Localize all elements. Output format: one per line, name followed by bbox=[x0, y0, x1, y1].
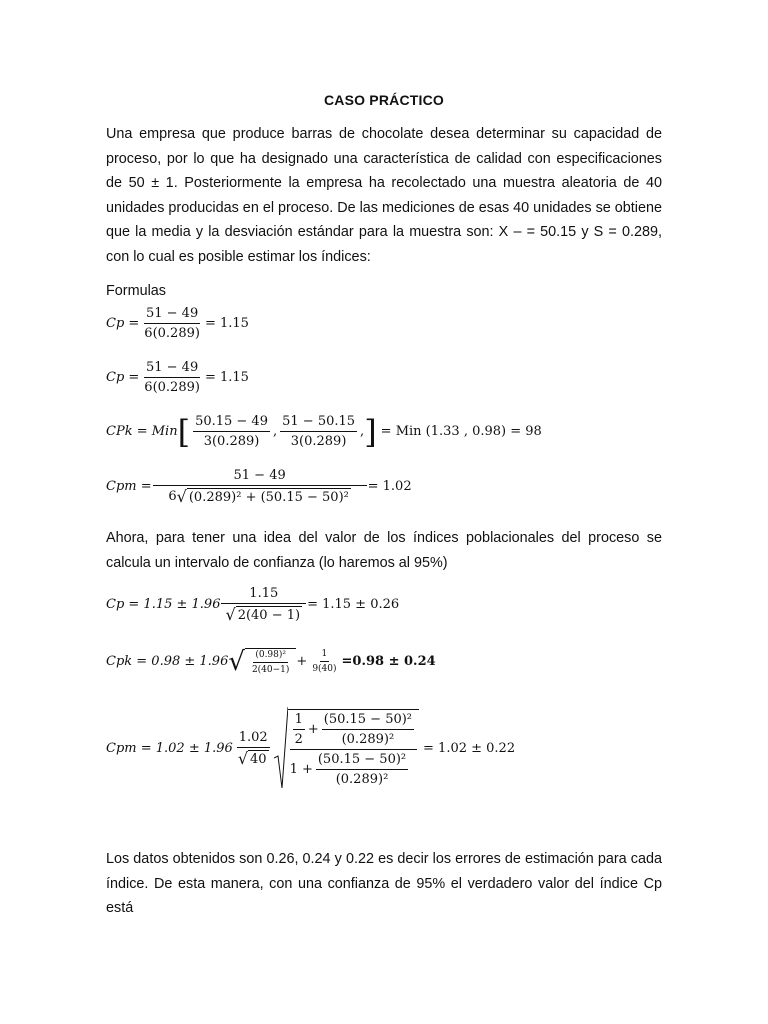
formulas-label: Formulas bbox=[106, 283, 166, 299]
radicand: 2(40 − 1) bbox=[237, 608, 301, 623]
equation-rhs: =0.98 ± 0.24 bbox=[341, 654, 436, 669]
equation-rhs: = 1.15 ± 0.26 bbox=[307, 597, 400, 612]
fraction bbox=[310, 649, 338, 674]
equation-cpk bbox=[106, 414, 542, 449]
interval-paragraph: Ahora, para tener una idea del valor de los índices poblacionales del proceso se calcula un intervalo de confianza (lo haremos al 95%) bbox=[106, 530, 662, 571]
square-root bbox=[177, 488, 351, 505]
equation-ci-cpm bbox=[106, 706, 515, 790]
radicand: 40 bbox=[250, 751, 267, 767]
fraction-denominator: 2 bbox=[294, 732, 303, 747]
one-plus: 1 + bbox=[289, 762, 313, 777]
fraction bbox=[316, 752, 408, 787]
equation-cpm bbox=[106, 468, 412, 505]
radicand-denominator bbox=[290, 750, 417, 787]
radicand bbox=[245, 648, 296, 675]
equation-rhs: = 1.02 bbox=[367, 479, 412, 494]
fraction-numerator: 50.15 − 49 bbox=[193, 414, 270, 432]
fraction-numerator: 1.02 bbox=[237, 730, 270, 748]
equation-lhs: CPk = Min bbox=[106, 424, 178, 439]
fraction-numerator: (0.98)² bbox=[253, 650, 288, 663]
closing-paragraph: Los datos obtenidos son 0.26, 0.24 y 0.22 es decir los errores de estimación para cada índice. De esta manera, con una confianza de 95% el verdadero valor del índice Cp está bbox=[106, 851, 662, 917]
fraction-numerator: (50.15 − 50)² bbox=[316, 752, 408, 770]
fraction bbox=[250, 650, 291, 675]
equation-rhs: = Min (1.33 , 0.98) = 98 bbox=[380, 424, 542, 439]
comma: , bbox=[272, 424, 278, 439]
fraction bbox=[322, 712, 414, 747]
radical-sign-icon: √ bbox=[228, 647, 245, 677]
intro-paragraph: Una empresa que produce barras de chocolate desea determinar su capacidad de proceso, por lo que ha designado una característica de calidad con especificaciones de 50 ± 1. Posteriormente la empresa ha recolectado una muestra aleatoria de 40 unidades producidas en el proceso. De las mediciones de esas 40 unidades se obtiene que la media y la desviación estándar para la muestra son: X – = 50.15 y S = 0.289, con lo cual es posible estimar los índices: bbox=[106, 126, 663, 265]
fraction-denominator: (0.289)² bbox=[341, 732, 395, 747]
equation-lhs: Cp = bbox=[106, 316, 140, 331]
equation-lhs: Cpm = 1.02 ± 1.96 bbox=[106, 740, 233, 756]
equation-ci-cp bbox=[106, 586, 399, 623]
fraction-numerator: 1.15 bbox=[221, 586, 306, 604]
left-bracket: [ bbox=[177, 412, 191, 451]
fraction-numerator: 51 − 49 bbox=[144, 360, 200, 378]
radical-sign-icon: √ bbox=[237, 748, 249, 768]
denominator-coefficient: 6 bbox=[168, 489, 177, 504]
radical-sign-icon: √ bbox=[176, 487, 187, 506]
fraction bbox=[142, 306, 202, 341]
large-radical-sign-icon bbox=[274, 706, 288, 790]
fraction bbox=[193, 414, 270, 449]
fraction bbox=[293, 712, 305, 747]
fraction-denominator bbox=[223, 604, 304, 623]
fraction-denominator: 3(0.289) bbox=[203, 434, 260, 449]
equation-rhs: = 1.02 ± 0.22 bbox=[423, 740, 516, 756]
fraction-numerator: 51 − 49 bbox=[144, 306, 200, 324]
fraction bbox=[223, 586, 304, 623]
comma: , bbox=[360, 424, 365, 439]
fraction-denominator: 6(0.289) bbox=[144, 380, 200, 395]
fraction-numerator: 1 bbox=[320, 649, 330, 662]
fraction bbox=[236, 730, 271, 767]
fraction-denominator: 9(40) bbox=[312, 664, 337, 674]
radicand-numerator bbox=[290, 712, 417, 750]
fraction-numerator: 51 − 49 bbox=[153, 468, 367, 486]
equation-ci-cpk bbox=[106, 648, 436, 675]
radicand: (0.289)² + (50.15 − 50)² bbox=[188, 490, 349, 505]
fraction-denominator: (0.289)² bbox=[335, 772, 389, 787]
equation-cp-1 bbox=[106, 306, 249, 341]
plus-sign: + bbox=[296, 654, 308, 669]
equation-cp-2 bbox=[106, 360, 249, 395]
equation-lhs: Cpm = bbox=[106, 479, 152, 494]
equation-lhs: Cpk = 0.98 ± 1.96 bbox=[106, 654, 229, 669]
fraction bbox=[142, 360, 202, 395]
fraction-denominator bbox=[236, 748, 271, 767]
fraction-numerator: 51 − 50.15 bbox=[280, 414, 357, 432]
radicand bbox=[288, 709, 419, 787]
fraction-numerator: (50.15 − 50)² bbox=[322, 712, 414, 730]
square-root bbox=[228, 648, 296, 675]
fraction-numerator: 1 bbox=[293, 712, 305, 730]
fraction-denominator: 6(0.289) bbox=[144, 326, 200, 341]
equation-lhs: Cp = 1.15 ± 1.96 bbox=[106, 597, 221, 612]
equation-rhs: = 1.15 bbox=[204, 370, 249, 385]
fraction bbox=[155, 468, 365, 505]
plus-sign: + bbox=[307, 722, 319, 737]
right-bracket: ] bbox=[364, 412, 377, 451]
fraction-denominator: 2(40−1) bbox=[251, 665, 290, 675]
square-root bbox=[225, 606, 302, 623]
square-root bbox=[238, 750, 269, 767]
equation-lhs: Cp = bbox=[106, 370, 140, 385]
equation-rhs: = 1.15 bbox=[204, 316, 249, 331]
document-title: CASO PRÁCTICO bbox=[323, 92, 445, 108]
fraction-denominator bbox=[166, 486, 352, 505]
fraction-denominator: 3(0.289) bbox=[290, 434, 347, 449]
fraction bbox=[280, 414, 357, 449]
radical-sign-icon: √ bbox=[225, 605, 236, 624]
